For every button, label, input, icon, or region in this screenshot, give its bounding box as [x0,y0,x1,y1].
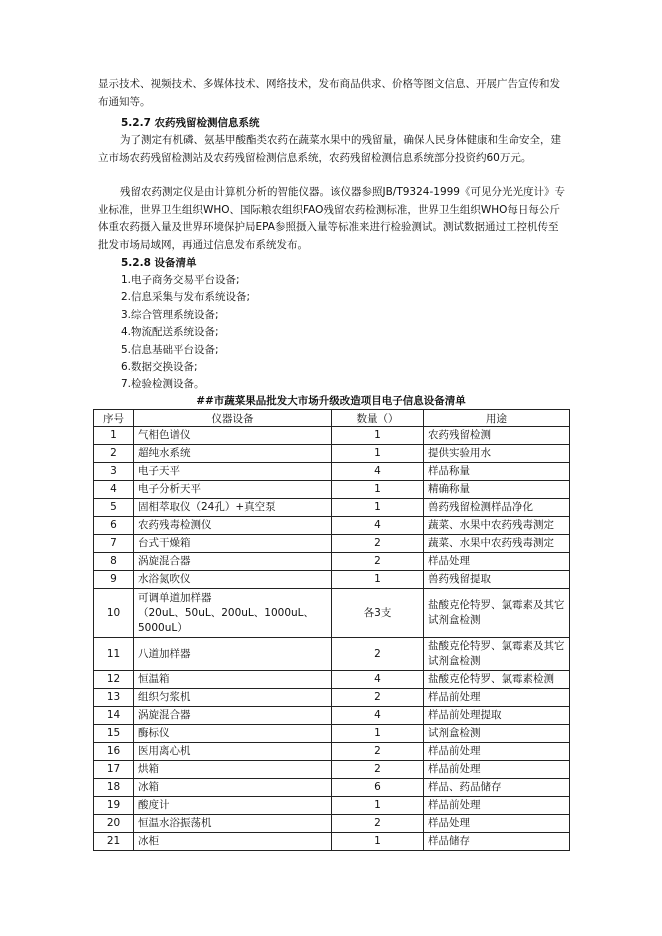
cell-purpose: 盐酸克伦特罗、氯霉素及其它试剂盒检测 [424,638,570,671]
cell-equipment: 恒温水浴振荡机 [134,815,332,833]
cell-quantity: 4 [332,707,424,725]
cell-no: 4 [94,481,134,499]
cell-quantity: 1 [332,445,424,463]
list-item: 1.电子商务交易平台设备; [121,274,240,286]
table-row [94,797,570,815]
table-row [94,535,570,553]
section-527-heading: 5.2.7 农药残留检测信息系统 [121,117,260,129]
cell-equipment: 电子天平 [134,463,332,481]
cell-no: 19 [94,797,134,815]
list-item: 5.信息基础平台设备; [121,343,219,356]
cell-quantity: 4 [332,463,424,481]
cell-quantity: 1 [332,499,424,517]
cell-equipment: 台式干燥箱 [134,535,332,553]
list-item: 6.数据交换设备; [121,360,198,373]
cell-purpose: 试剂盒检测 [424,725,570,743]
list-item: 3.综合管理系统设备; [121,308,219,321]
cell-equipment: 涡旋混合器 [134,553,332,571]
table-row [94,779,570,797]
cell-quantity: 1 [332,797,424,815]
cell-purpose: 蔬菜、水果中农药残毒测定 [424,517,570,535]
table-row [94,707,570,725]
header-equipment: 仪器设备 [134,410,332,427]
equipment-category-list [121,272,250,394]
table-row [94,481,570,499]
cell-quantity: 4 [332,671,424,689]
header-no: 序号 [94,410,134,427]
cell-quantity: 2 [332,553,424,571]
cell-no: 16 [94,743,134,761]
header-quantity: 数量（） [332,410,424,427]
cell-purpose: 精确称量 [424,481,570,499]
cell-no: 21 [94,833,134,851]
cell-quantity: 2 [332,638,424,671]
cell-no: 9 [94,571,134,589]
section-527-paragraph-2: 残留农药测定仪是由计算机分析的智能仪器。该仪器参照JB/T9324-1999《可见分光光度计》专业标准，世界卫生组织WHO、国际粮农组织FAO残留农药检测标准，世界卫生组织WHO每日每公斤体重农药摄入量及世界环境保护局EPA参照摄入量等标准来进行检验测试。测试数据通过工控机传至批发市场局域网，再通过信息发布系统发布。 [98,186,565,251]
table-row [94,725,570,743]
cell-quantity: 各3支 [332,589,424,638]
table-row [94,638,570,671]
cell-purpose: 兽药残留检测样品净化 [424,499,570,517]
section-527-paragraph-1: 为了测定有机磷、氨基甲酸酯类农药在蔬菜水果中的残留量，确保人民身体健康和生命安全，建立市场农药残留检测站及农药残留检测信息系统，农药残留检测信息系统部分投资约60万元。 [98,134,561,164]
cell-equipment: 冰箱 [134,779,332,797]
table-row [94,689,570,707]
cell-purpose: 样品储存 [424,833,570,851]
table-row [94,671,570,689]
table-row [94,499,570,517]
table-row [94,553,570,571]
table-row [94,517,570,535]
table-row [94,589,570,638]
cell-no: 3 [94,463,134,481]
cell-no: 15 [94,725,134,743]
cell-purpose: 样品前处理 [424,797,570,815]
cell-purpose: 盐酸克伦特罗、氯霉素检测 [424,671,570,689]
cell-purpose: 样品前处理提取 [424,707,570,725]
header-purpose: 用途 [424,410,570,427]
cell-no: 10 [94,589,134,638]
section-528-heading: 5.2.8 设备清单 [121,257,197,269]
cell-equipment: 固相萃取仪（24孔）+真空泵 [134,499,332,517]
cell-purpose: 蔬菜、水果中农药残毒测定 [424,535,570,553]
cell-no: 6 [94,517,134,535]
cell-no: 2 [94,445,134,463]
cell-no: 11 [94,638,134,671]
intro-continuation: 显示技术、视频技术、多媒体技术、网络技术，发布商品供求、价格等图文信息、开展广告宣传和发布通知等。 [98,78,560,108]
cell-equipment: 医用离心机 [134,743,332,761]
cell-purpose: 农药残留检测 [424,427,570,445]
cell-quantity: 6 [332,779,424,797]
cell-purpose: 样品前处理 [424,689,570,707]
cell-equipment: 农药残毒检测仪 [134,517,332,535]
cell-quantity: 4 [332,517,424,535]
table-row [94,833,570,851]
table-row [94,427,570,445]
cell-no: 20 [94,815,134,833]
cell-quantity: 2 [332,815,424,833]
cell-equipment: 冰柜 [134,833,332,851]
equipment-table-body [94,427,570,851]
cell-purpose: 兽药残留提取 [424,571,570,589]
list-item: 2.信息采集与发布系统设备; [121,291,251,304]
cell-equipment: 烘箱 [134,761,332,779]
cell-purpose: 样品处理 [424,553,570,571]
list-item: 7.检验检测设备。 [121,378,205,391]
table-row [94,815,570,833]
cell-purpose: 样品前处理 [424,743,570,761]
cell-quantity: 1 [332,481,424,499]
table-row [94,571,570,589]
cell-equipment: 酸度计 [134,797,332,815]
cell-equipment: 酶标仪 [134,725,332,743]
cell-no: 5 [94,499,134,517]
cell-equipment: 水浴氮吹仪 [134,571,332,589]
cell-equipment: 组织匀浆机 [134,689,332,707]
cell-quantity: 1 [332,725,424,743]
table-row [94,463,570,481]
table-header-row [94,410,570,427]
cell-equipment: 气相色谱仪 [134,427,332,445]
cell-equipment: 恒温箱 [134,671,332,689]
cell-quantity: 2 [332,689,424,707]
list-item: 4.物流配送系统设备; [121,326,219,339]
cell-quantity: 1 [332,571,424,589]
cell-equipment: 涡旋混合器 [134,707,332,725]
cell-purpose: 样品处理 [424,815,570,833]
cell-no: 18 [94,779,134,797]
cell-no: 8 [94,553,134,571]
cell-quantity: 2 [332,743,424,761]
table-row [94,445,570,463]
table-row [94,761,570,779]
cell-quantity: 1 [332,427,424,445]
cell-equipment: 超纯水系统 [134,445,332,463]
cell-purpose: 提供实验用水 [424,445,570,463]
cell-quantity: 1 [332,833,424,851]
cell-purpose: 样品前处理 [424,761,570,779]
cell-equipment: 可调单道加样器 （20uL、50uL、200uL、1000uL、5000uL） [134,589,332,638]
table-title: ##市蔬菜果品批发大市场升级改造项目电子信息设备清单 [196,395,466,407]
cell-purpose: 样品、药品储存 [424,779,570,797]
cell-no: 7 [94,535,134,553]
cell-no: 14 [94,707,134,725]
cell-purpose: 样品称量 [424,463,570,481]
cell-no: 12 [94,671,134,689]
cell-no: 13 [94,689,134,707]
cell-no: 17 [94,761,134,779]
cell-quantity: 2 [332,761,424,779]
equipment-table [93,409,570,851]
cell-purpose: 盐酸克伦特罗、氯霉素及其它试剂盒检测 [424,589,570,638]
cell-equipment: 电子分析天平 [134,481,332,499]
cell-equipment: 八道加样器 [134,638,332,671]
table-row [94,743,570,761]
cell-quantity: 2 [332,535,424,553]
cell-no: 1 [94,427,134,445]
